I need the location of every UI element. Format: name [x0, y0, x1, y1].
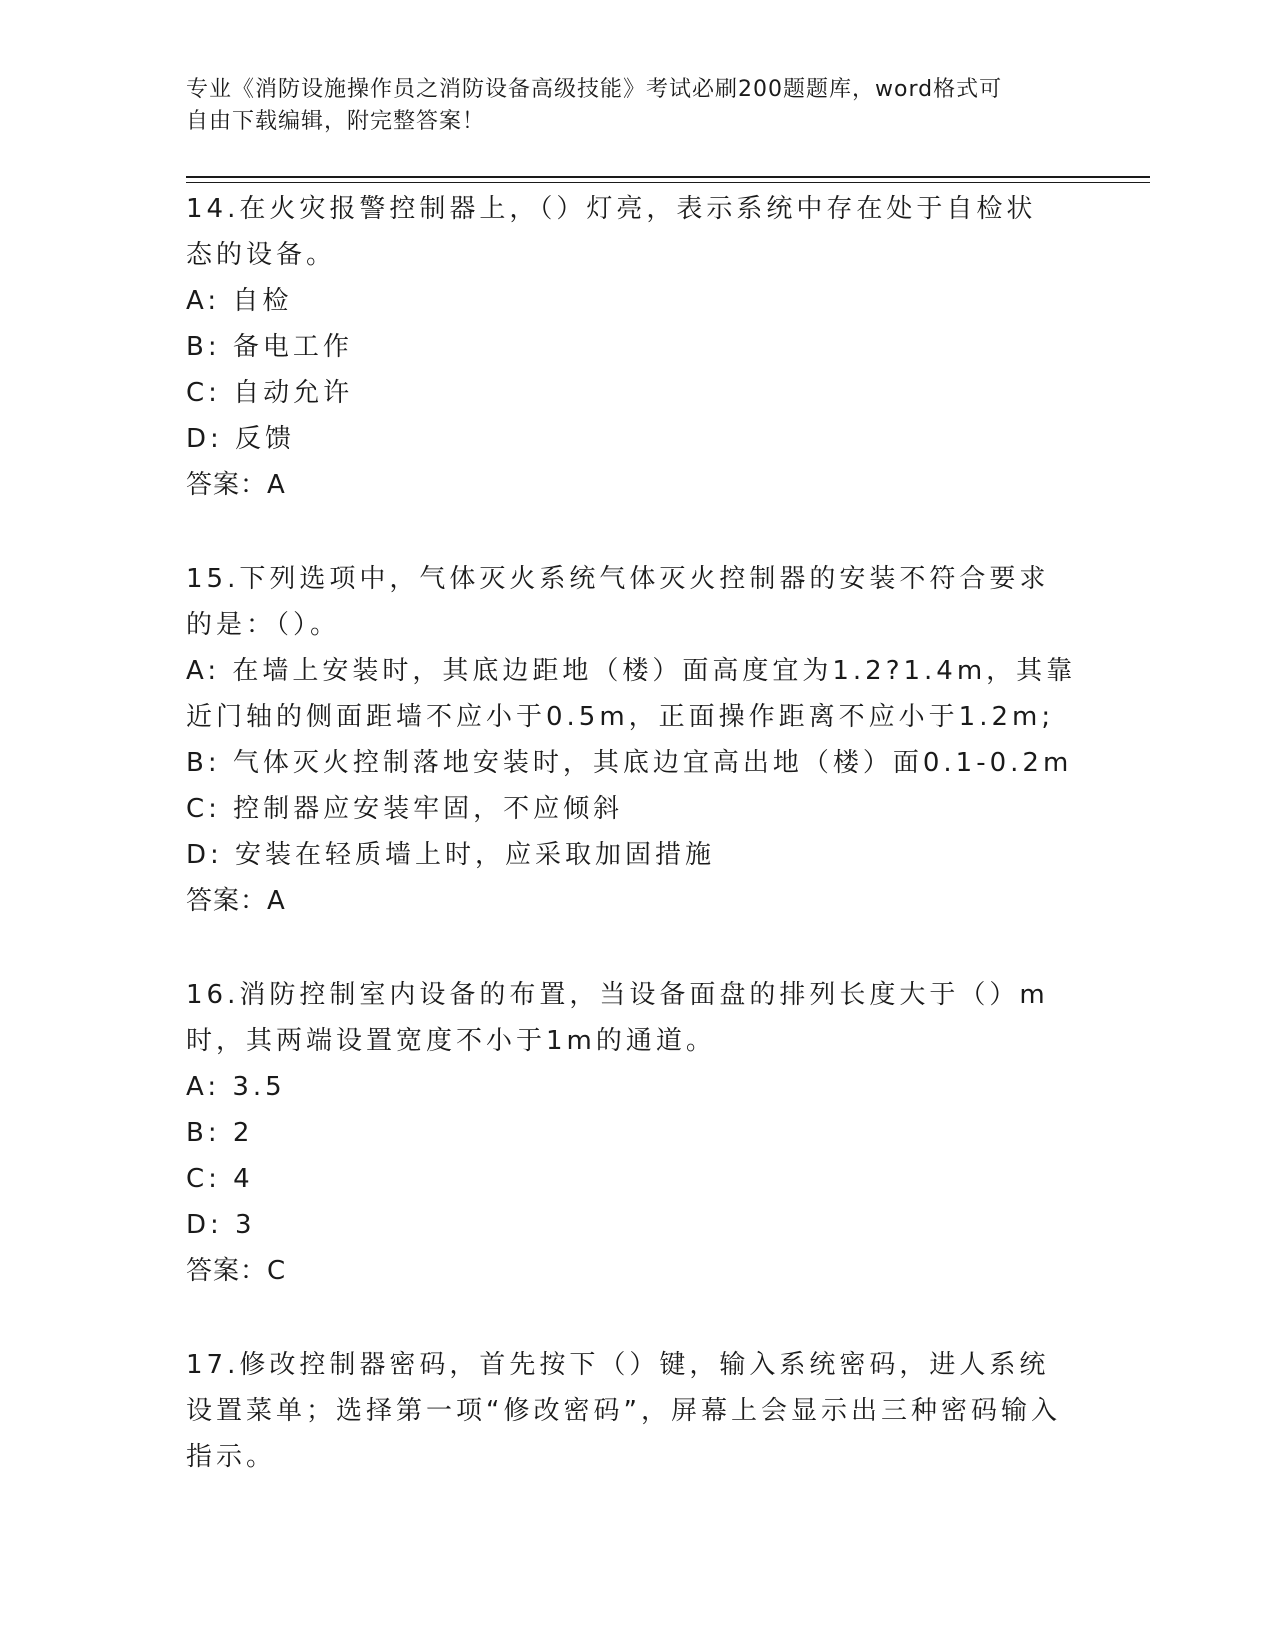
- answer: 答案：A: [186, 886, 286, 916]
- option-c: C: 自动允许: [186, 378, 354, 408]
- question-text: 16.消防控制室内设备的布置，当设备面盘的排列长度大于（）m时，其两端设置宽度不小于1m的通道。: [186, 980, 1049, 1056]
- answer: 答案：C: [186, 1256, 287, 1286]
- option-b: B: 气体灭火控制落地安装时，其底边宜高出地（楼）面0.1-0.2m: [186, 748, 1073, 778]
- question-14: [186, 186, 1086, 508]
- option-c: C: 4: [186, 1164, 254, 1194]
- question-15: [186, 556, 1086, 924]
- option-a: A: 3.5: [186, 1072, 286, 1102]
- page-header: [186, 74, 1066, 138]
- question-text: 14.在火灾报警控制器上，（）灯亮，表示系统中存在处于自检状态的设备。: [186, 194, 1037, 270]
- question-text: 15.下列选项中，气体灭火系统气体灭火控制器的安装不符合要求的是：（）。: [186, 564, 1050, 640]
- option-b: B: 2: [186, 1118, 254, 1148]
- option-a: A: 自检: [186, 286, 293, 316]
- option-d: D: 安装在轻质墙上时，应采取加固措施: [186, 840, 716, 870]
- option-b: B: 备电工作: [186, 332, 353, 362]
- option-d: D: 3: [186, 1210, 256, 1240]
- header-line-1: 专业《消防设施操作员之消防设备高级技能》考试必刷200题题库，word格式可: [186, 77, 1003, 102]
- header-divider-thin: [186, 182, 1150, 183]
- option-a: A: 在墙上安装时，其底边距地（楼）面高度宜为1.2?1.4m，其靠近门轴的侧面距墙不应小于0.5m，正面操作距离不应小于1.2m;: [186, 656, 1077, 732]
- question-17: [186, 1342, 1086, 1480]
- question-text: 17.修改控制器密码，首先按下（）键，输入系统密码，进人系统设置菜单；选择第一项“修改密码”，屏幕上会显示出三种密码输入指示。: [186, 1350, 1061, 1472]
- question-16: [186, 972, 1086, 1294]
- header-line-2: 自由下载编辑，附完整答案！: [186, 109, 486, 134]
- option-c: C: 控制器应安装牢固，不应倾斜: [186, 794, 624, 824]
- header-divider-thick: [186, 176, 1150, 178]
- option-d: D: 反馈: [186, 424, 296, 454]
- question-list: [186, 186, 1086, 1528]
- answer: 答案：A: [186, 470, 286, 500]
